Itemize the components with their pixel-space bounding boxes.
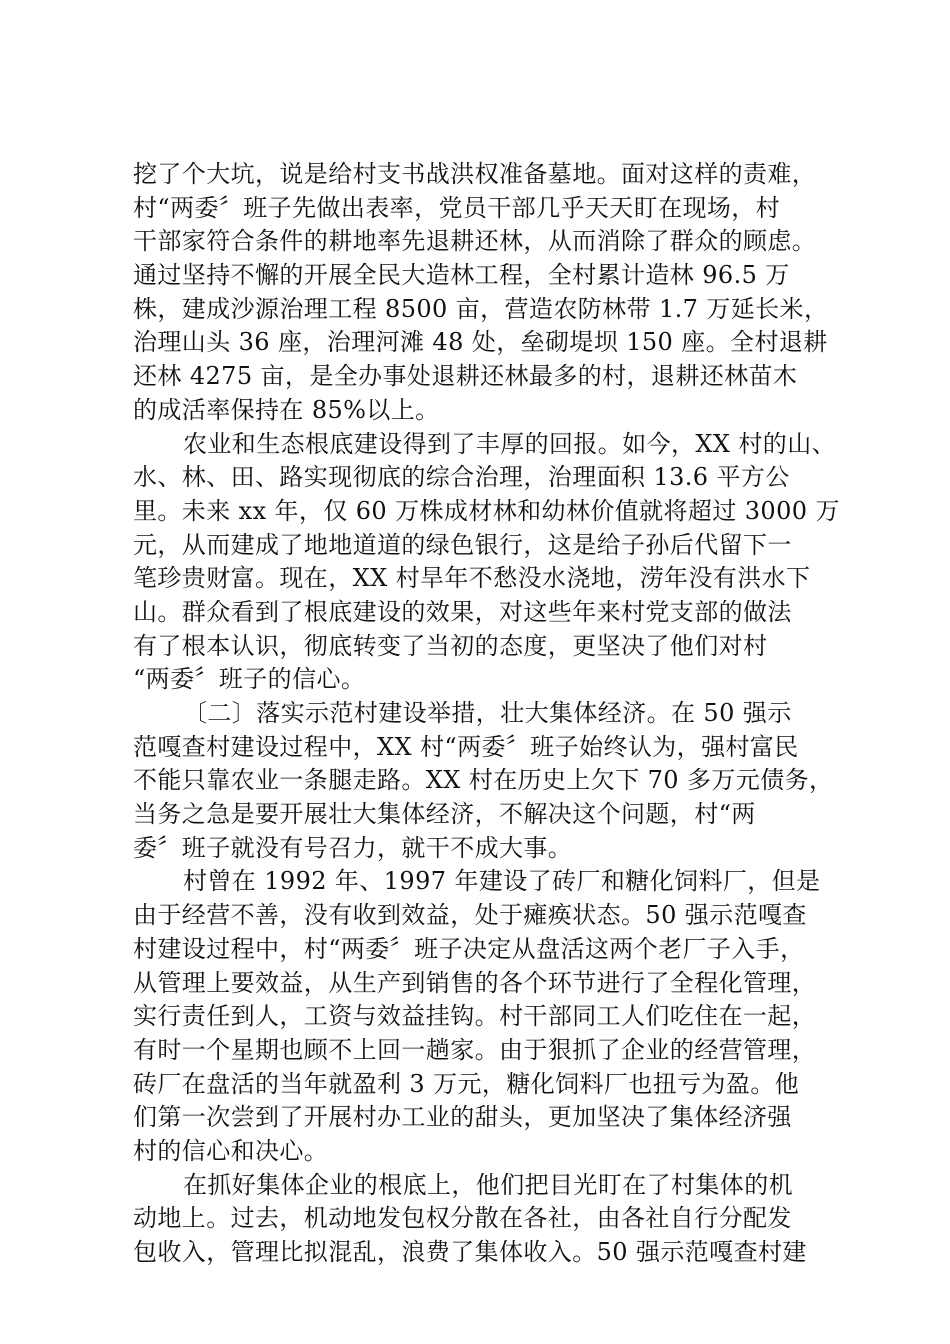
text-line: 们第一次尝到了开展村办工业的甜头，更加坚决了集体经济强 [133,1103,792,1132]
text-line: 村曾在 1992 年、1997 年建设了砖厂和糖化饲料厂，但是 [183,867,821,896]
text-line: 通过坚持不懈的开展全民大造林工程，全村累计造林 96.5 万 [133,261,790,290]
text-line: 村的信心和决心。 [133,1136,329,1165]
text-line: 挖了个大坑，说是给村支书战洪权准备墓地。面对这样的责难， [133,160,817,188]
text-line: 实行责任到人，工资与效益挂钩。村干部同工人们吃住在一起， [133,1002,817,1031]
text-line: 〔二〕落实示范村建设举措，壮大集体经济。在 50 强示 [183,699,792,727]
text-line: 有了根本认识，彻底转变了当初的态度，更坚决了他们对村 [133,631,768,660]
text-line: 治理山头 36 座，治理河滩 48 处，垒砌堤坝 150 座。全村退耕 [133,328,828,357]
text-line: 农业和生态根底建设得到了丰厚的回报。如今，XX 村的山、 [183,429,836,458]
text-line: 包收入，管理比拟混乱，浪费了集体收入。50 强示范嘎查村建 [133,1238,807,1266]
text-line: 当务之急是要开展壮大集体经济，不解决这个问题，村“两 [133,800,756,829]
text-line: 从管理上要效益，从生产到销售的各个环节进行了全程化管理， [133,968,817,997]
text-line: 委〞班子就没有号召力，就干不成大事。 [133,833,573,862]
text-line: 株，建成沙源治理工程 8500 亩，营造农防林带 1.7 万延长米， [133,294,829,323]
text-line: 村建设过程中，村“两委〞班子决定从盘活这两个老厂子入手， [133,934,805,963]
text-line: 动地上。过去，机动地发包权分散在各社，由各社自行分配发 [133,1204,792,1233]
text-line: 笔珍贵财富。现在，XX 村旱年不愁没水浇地，涝年没有洪水下 [133,564,811,593]
document-body [133,158,840,1270]
text-line: 在抓好集体企业的根底上，他们把目光盯在了村集体的机 [183,1170,793,1199]
text-line: 干部家符合条件的耕地率先退耕还林，从而消除了群众的顾虑。 [133,227,817,256]
text-line: “两委〞班子的信心。 [133,665,366,694]
text-line: 里。未来 xx 年，仅 60 万株成材林和幼林价值就将超过 3000 万 [133,496,840,525]
text-line: 水、林、田、路实现彻底的综合治理，治理面积 13.6 平方公 [133,463,790,492]
text-line: 村“两委〞班子先做出表率，党员干部几乎天天盯在现场，村 [133,193,781,222]
text-line: 还林 4275 亩，是全办事处退耕还林最多的村，退耕还林苗木 [133,362,798,391]
text-line: 不能只靠农业一条腿走路。XX 村在历史上欠下 70 多万元债务， [133,766,834,795]
text-line: 有时一个星期也顾不上回一趟家。由于狠抓了企业的经营管理， [133,1035,817,1064]
text-line: 由于经营不善，没有收到效益，处于瘫痪状态。50 强示范嘎查 [133,901,807,930]
text-line: 山。群众看到了根底建设的效果，对这些年来村党支部的做法 [133,597,792,626]
text-line: 砖厂在盘活的当年就盈利 3 万元，糖化饲料厂也扭亏为盈。他 [133,1069,800,1098]
text-line: 的成活率保持在 85%以上。 [133,395,440,424]
text-line: 元，从而建成了地地道道的绿色银行，这是给子孙后代留下一 [133,530,792,559]
text-line: 范嘎查村建设过程中，XX 村“两委〞班子始终认为，强村富民 [133,732,799,761]
